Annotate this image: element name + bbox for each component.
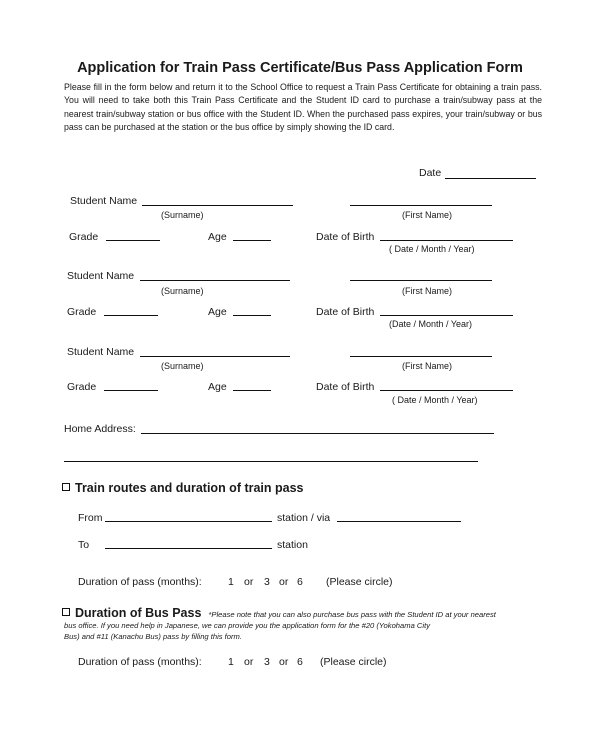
surname-hint: (Surname) bbox=[161, 286, 204, 296]
from-label: From bbox=[78, 512, 103, 524]
home-address-field-line-2[interactable] bbox=[64, 461, 478, 462]
train-duration-label: Duration of pass (months): bbox=[78, 576, 202, 588]
from-station-via-label: station / via bbox=[277, 512, 331, 524]
grade-field[interactable] bbox=[104, 315, 158, 316]
date-of-birth-hint: ( Date / Month / Year) bbox=[392, 395, 478, 405]
surname-field[interactable] bbox=[140, 280, 290, 281]
age-label: Age bbox=[208, 381, 227, 393]
duration-or-text: or bbox=[279, 576, 289, 588]
to-label: To bbox=[78, 539, 90, 551]
grade-field[interactable] bbox=[104, 390, 158, 391]
via-field[interactable] bbox=[337, 521, 461, 522]
first-name-hint: (First Name) bbox=[402, 210, 452, 220]
from-station-field[interactable] bbox=[105, 521, 272, 522]
train-routes-heading-text: Train routes and duration of train pass bbox=[75, 481, 304, 495]
duration-option-1[interactable]: 1 bbox=[228, 576, 234, 588]
bus-pass-note-line-1: *Please note that you can also purchase bus pass with the Student ID at your nearest bbox=[208, 610, 496, 619]
date-of-birth-field[interactable] bbox=[380, 390, 513, 391]
grade-label: Grade bbox=[67, 306, 97, 318]
date-of-birth-label: Date of Birth bbox=[316, 306, 375, 318]
please-circle-note: (Please circle) bbox=[320, 656, 387, 668]
bus-pass-note-line-3: Bus) and #11 (Kanachu Bus) pass by filling this form. bbox=[64, 632, 242, 641]
bus-pass-note-line-2: bus office. If you need help in Japanese, we can provide you the application form for the #20 (Yokohama City bbox=[64, 621, 430, 630]
grade-field[interactable] bbox=[106, 240, 160, 241]
first-name-field[interactable] bbox=[350, 280, 492, 281]
bus-duration-label: Duration of pass (months): bbox=[78, 656, 202, 668]
first-name-field[interactable] bbox=[350, 205, 492, 206]
student-name-label: Student Name bbox=[70, 195, 138, 207]
student-name-label: Student Name bbox=[67, 270, 135, 282]
please-circle-note: (Please circle) bbox=[326, 576, 393, 588]
surname-field[interactable] bbox=[142, 205, 293, 206]
to-station-field[interactable] bbox=[105, 548, 272, 549]
age-field[interactable] bbox=[233, 315, 271, 316]
surname-hint: (Surname) bbox=[161, 361, 204, 371]
surname-field[interactable] bbox=[140, 356, 290, 357]
duration-or-text: or bbox=[244, 656, 254, 668]
duration-or-text: or bbox=[244, 576, 254, 588]
form-instructions: Please fill in the form below and return it to the School Office to request a Train Pass Certificate for obtaining a train pass. You will need to take both this Train Pass Certificate and the Student ID card to purchase a train/subway pass at the nearest train/subway station or bus office with the Student ID. When the purchased pass expires, your train/subway or bus pass can be purchased at the station or the bus office by simply showing the ID card. bbox=[64, 82, 542, 132]
duration-or-text: or bbox=[279, 656, 289, 668]
checkbox-icon[interactable] bbox=[62, 483, 70, 491]
student-name-label: Student Name bbox=[67, 346, 135, 358]
age-field[interactable] bbox=[233, 240, 271, 241]
date-of-birth-hint: ( Date / Month / Year) bbox=[389, 244, 475, 254]
first-name-field[interactable] bbox=[350, 356, 492, 357]
form-title: Application for Train Pass Certificate/Bus Pass Application Form bbox=[77, 60, 523, 76]
grade-label: Grade bbox=[67, 381, 97, 393]
to-station-label: station bbox=[277, 539, 308, 551]
grade-label: Grade bbox=[69, 231, 99, 243]
duration-option-3[interactable]: 3 bbox=[264, 656, 270, 668]
home-address-field-line-1[interactable] bbox=[141, 433, 494, 434]
surname-hint: (Surname) bbox=[161, 210, 204, 220]
date-of-birth-hint: (Date / Month / Year) bbox=[389, 319, 473, 329]
first-name-hint: (First Name) bbox=[402, 361, 452, 371]
date-of-birth-label: Date of Birth bbox=[316, 231, 375, 243]
duration-option-3[interactable]: 3 bbox=[264, 576, 270, 588]
age-field[interactable] bbox=[233, 390, 271, 391]
home-address-label: Home Address: bbox=[64, 423, 136, 435]
date-of-birth-field[interactable] bbox=[380, 315, 513, 316]
date-field[interactable] bbox=[445, 178, 536, 179]
date-label: Date bbox=[419, 167, 442, 179]
age-label: Age bbox=[208, 306, 227, 318]
age-label: Age bbox=[208, 231, 227, 243]
first-name-hint: (First Name) bbox=[402, 286, 452, 296]
duration-option-1[interactable]: 1 bbox=[228, 656, 234, 668]
duration-option-6[interactable]: 6 bbox=[297, 576, 303, 588]
train-routes-heading bbox=[62, 481, 304, 495]
date-of-birth-label: Date of Birth bbox=[316, 381, 375, 393]
bus-pass-heading-text: Duration of Bus Pass bbox=[75, 606, 202, 620]
duration-option-6[interactable]: 6 bbox=[297, 656, 303, 668]
date-of-birth-field[interactable] bbox=[380, 240, 513, 241]
checkbox-icon[interactable] bbox=[62, 608, 70, 616]
